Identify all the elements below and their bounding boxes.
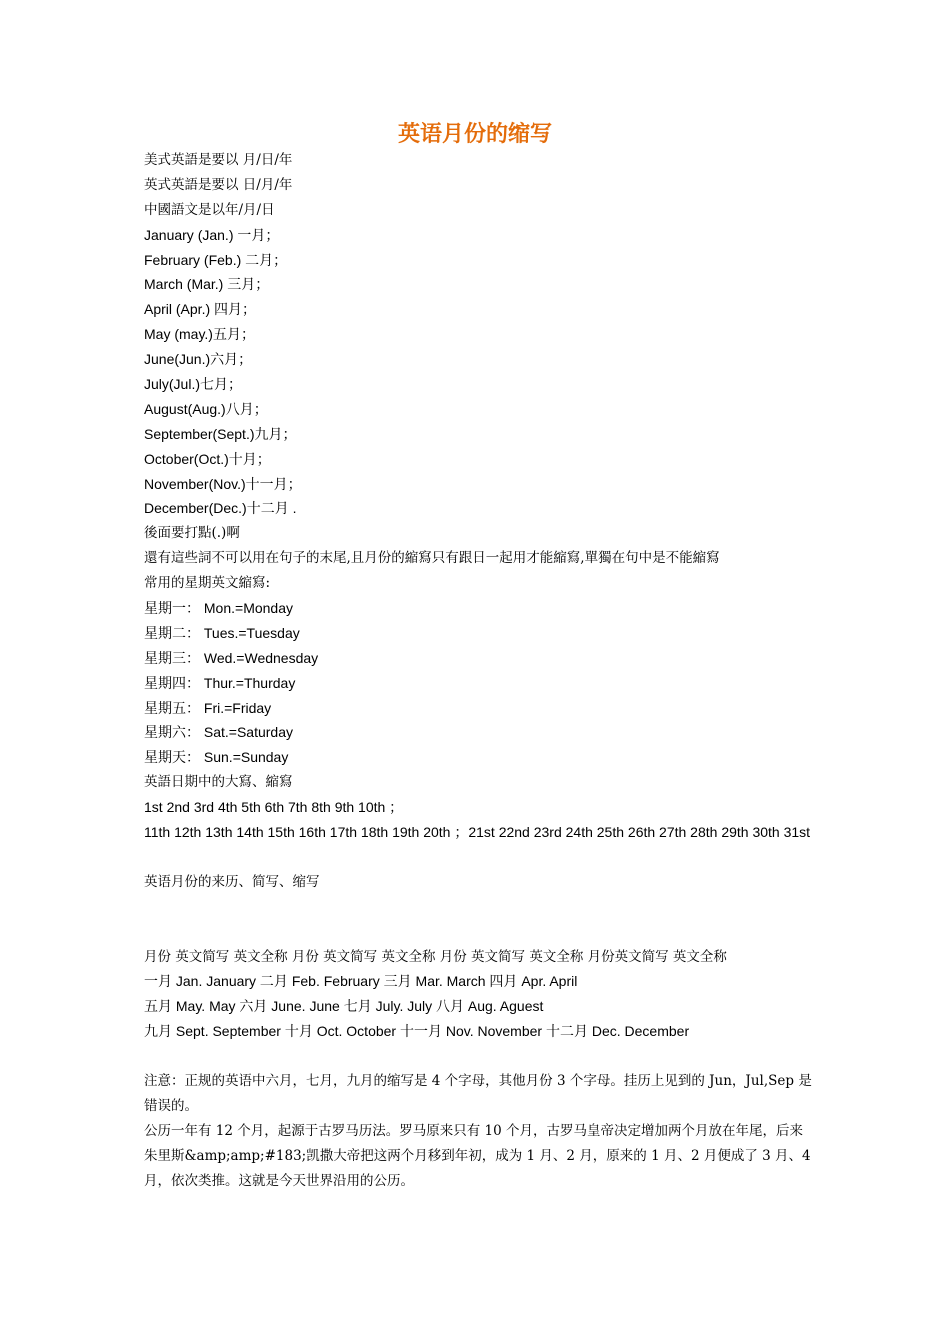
text-line: 英語日期中的大寫、縮寫 [144, 774, 293, 791]
ordinal-line: 11th 12th 13th 14th 15th 16th 17th 18th 19th 20th ；21st 22nd 23rd 24th 25th 26th 27th 28th 29th 30th 31st [144, 824, 811, 841]
month-line: October(Oct.)十月； [144, 450, 271, 467]
month-line: June(Jun.)六月； [144, 351, 253, 368]
month-line: September(Sept.)九月； [144, 425, 297, 442]
weekday-line: 星期三： Wed.=Wednesday [144, 649, 319, 666]
month-line: January (Jan.) 一月； [144, 226, 280, 243]
month-line: March (Mar.) 三月； [144, 276, 270, 293]
table-row-line: 九月 Sept. September 十月 Oct. October 十一月 Nov. November 十二月 Dec. December [144, 1023, 690, 1040]
month-line: May (may.)五月； [144, 326, 255, 343]
text-line: 常用的星期英文縮寫: [144, 575, 271, 592]
weekday-line: 星期六： Sat.=Saturday [144, 724, 294, 741]
month-line: February (Feb.) 二月； [144, 251, 288, 268]
note-paragraph: 注意：正规的英语中六月，七月，九月的缩写是 4 个字母，其他月份 3 个字母。挂历上见到的 Jun，Jul,Sep 是错误的。 [144, 1072, 812, 1114]
blank-line [144, 1044, 812, 1069]
ordinal-line: 1st 2nd 3rd 4th 5th 6th 7th 8th 9th 10th ； [144, 799, 404, 816]
weekday-line: 星期四： Thur.=Thurday [144, 674, 296, 691]
table-row-line: 一月 Jan. January 二月 Feb. February 三月 Mar. March 四月 Apr. April [144, 973, 578, 990]
document-body [144, 148, 812, 1194]
blank-line [144, 920, 812, 945]
weekday-line: 星期一： Mon.=Monday [144, 600, 293, 617]
blank-line [144, 895, 812, 920]
text-line: 還有這些詞不可以用在句子的末尾,且月份的縮寫只有跟日一起用才能縮寫,單獨在句中是不能縮寫 [144, 550, 720, 567]
weekday-line: 星期二： Tues.=Tuesday [144, 624, 300, 641]
weekday-line: 星期天： Sun.=Sunday [144, 749, 289, 766]
month-line: November(Nov.)十一月； [144, 475, 302, 492]
history-paragraph: 公历一年有 12 个月，起源于古罗马历法。罗马原来只有 10 个月，古罗马皇帝决定增加两个月放在年尾，后来朱里斯&amp;amp;#183;凯撒大帝把这两个月移到年初，成为 1 月、2 月，原来的 1 月、2 月便成了 3 月、4 月，依次类推。这就是今天世界沿用的公历。 [144, 1122, 811, 1189]
text-line: 英式英語是要以 日/月/年 [144, 176, 293, 193]
table-header-line: 月份 英文简写 英文全称 月份 英文简写 英文全称 月份 英文简写 英文全称 月份英文简写 英文全称 [144, 948, 727, 965]
month-line: December(Dec.)十二月 . [144, 500, 297, 517]
month-line: April (Apr.) 四月； [144, 301, 257, 318]
text-line: 後面要打點(.)啊 [144, 525, 240, 542]
document-title: 英语月份的缩写 [397, 122, 552, 147]
blank-line [144, 845, 812, 870]
section-heading: 英语月份的来历、简写、缩写 [144, 873, 320, 890]
table-row-line: 五月 May. May 六月 June. June 七月 July. July 八月 Aug. Aguest [144, 998, 544, 1015]
weekday-line: 星期五： Fri.=Friday [144, 699, 272, 716]
text-line: 中國語文是以年/月/日 [144, 201, 275, 218]
month-line: August(Aug.)八月； [144, 400, 268, 417]
text-line: 美式英語是要以 月/日/年 [144, 152, 293, 168]
month-line: July(Jul.)七月； [144, 376, 243, 393]
